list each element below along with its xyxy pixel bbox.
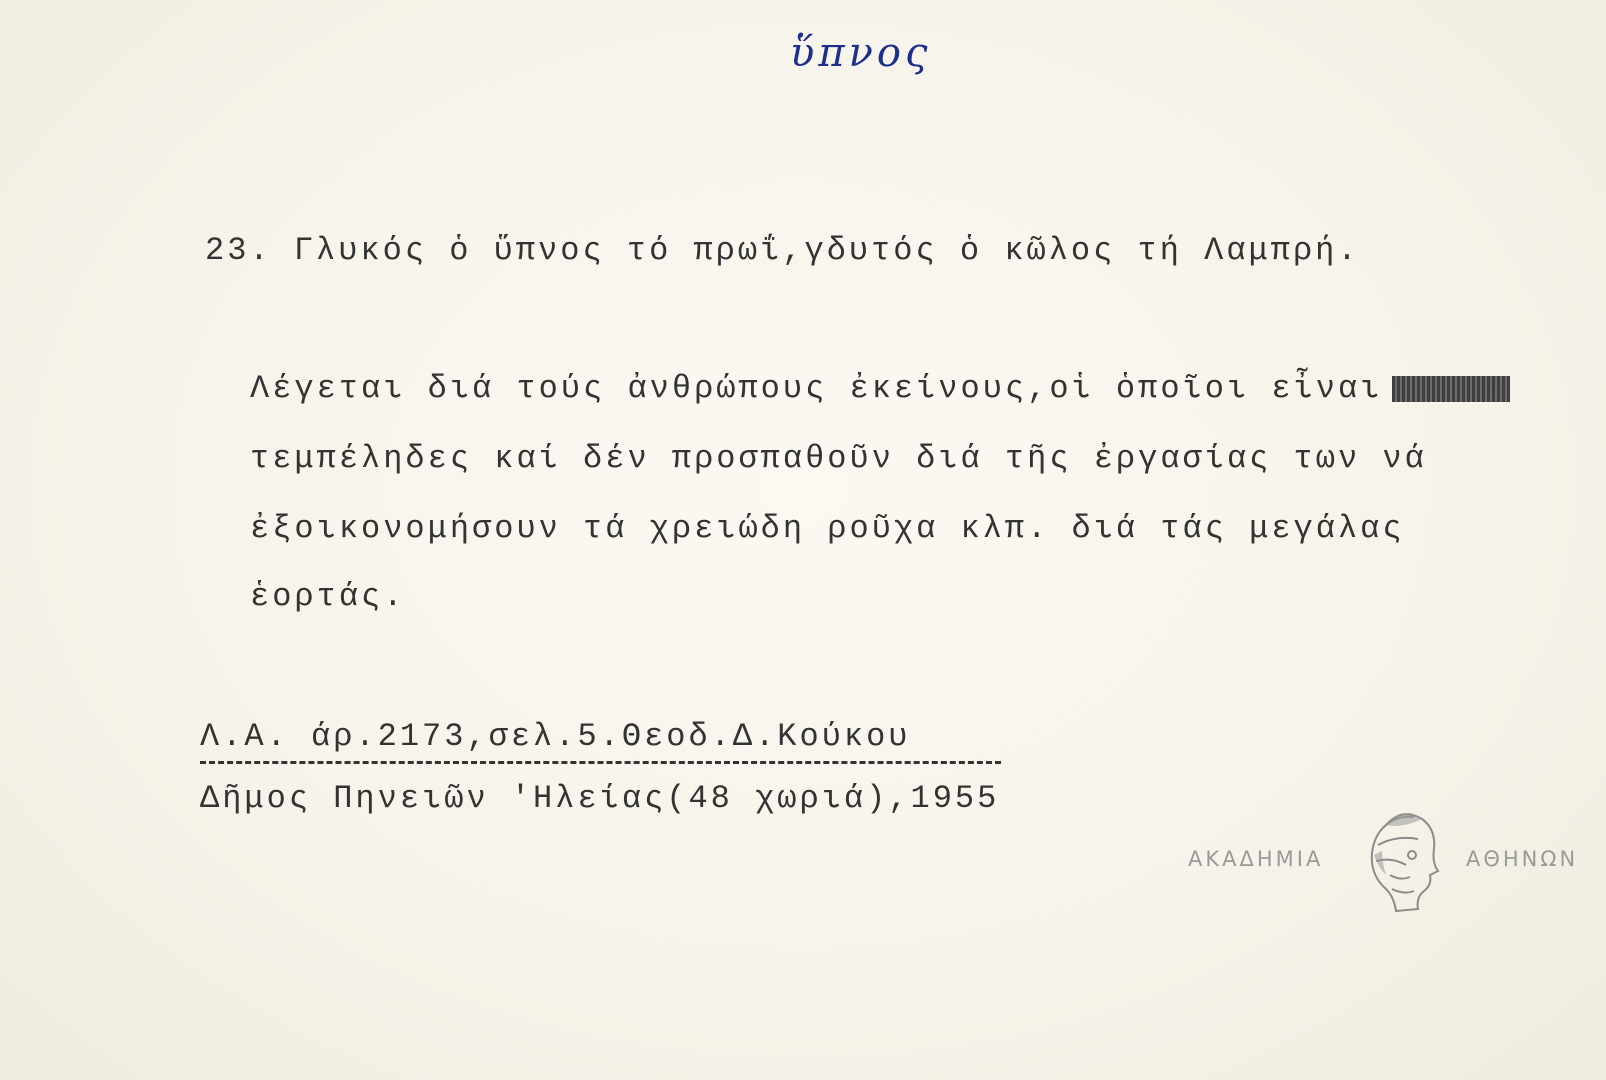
athena-head-icon [1356, 805, 1448, 915]
explanation-line-3: ἐξοικονομήσουν τά χρειώδη ροῦχα κλπ. διά τάς μεγάλας [250, 510, 1405, 547]
explanation-line-1-text: Λέγεται διά τούς ἀνθρώπους ἐκείνους,οἱ ὁποῖοι εἶναι [250, 370, 1383, 407]
struck-out-word [1392, 376, 1510, 402]
watermark-right-text: ΑΘΗΝΩΝ [1466, 847, 1579, 871]
explanation-line-4: ἑορτάς. [250, 578, 406, 615]
academy-watermark [1188, 805, 1593, 915]
source-reference: Λ.Α. άρ.2173,σελ.5.Θεοδ.Δ.Κούκου [200, 718, 1001, 764]
proverb-line: 23. Γλυκός ὁ ὕπνος τό πρωΐ,γδυτός ὁ κῶλος τή Λαμπρή. [205, 232, 1360, 269]
explanation-line-1 [250, 370, 1510, 407]
handwritten-headword: ὕπνος [790, 30, 932, 76]
watermark-left-text: ΑΚΑΔΗΜΙΑ [1188, 847, 1324, 871]
place-and-year: Δῆμος Πηνειῶν 'Ηλείας(48 χωριά),1955 [200, 780, 1000, 817]
explanation-line-2: τεμπέληδες καί δέν προσπαθοῦν διά τῆς ἐργασίας των νά [250, 440, 1427, 477]
